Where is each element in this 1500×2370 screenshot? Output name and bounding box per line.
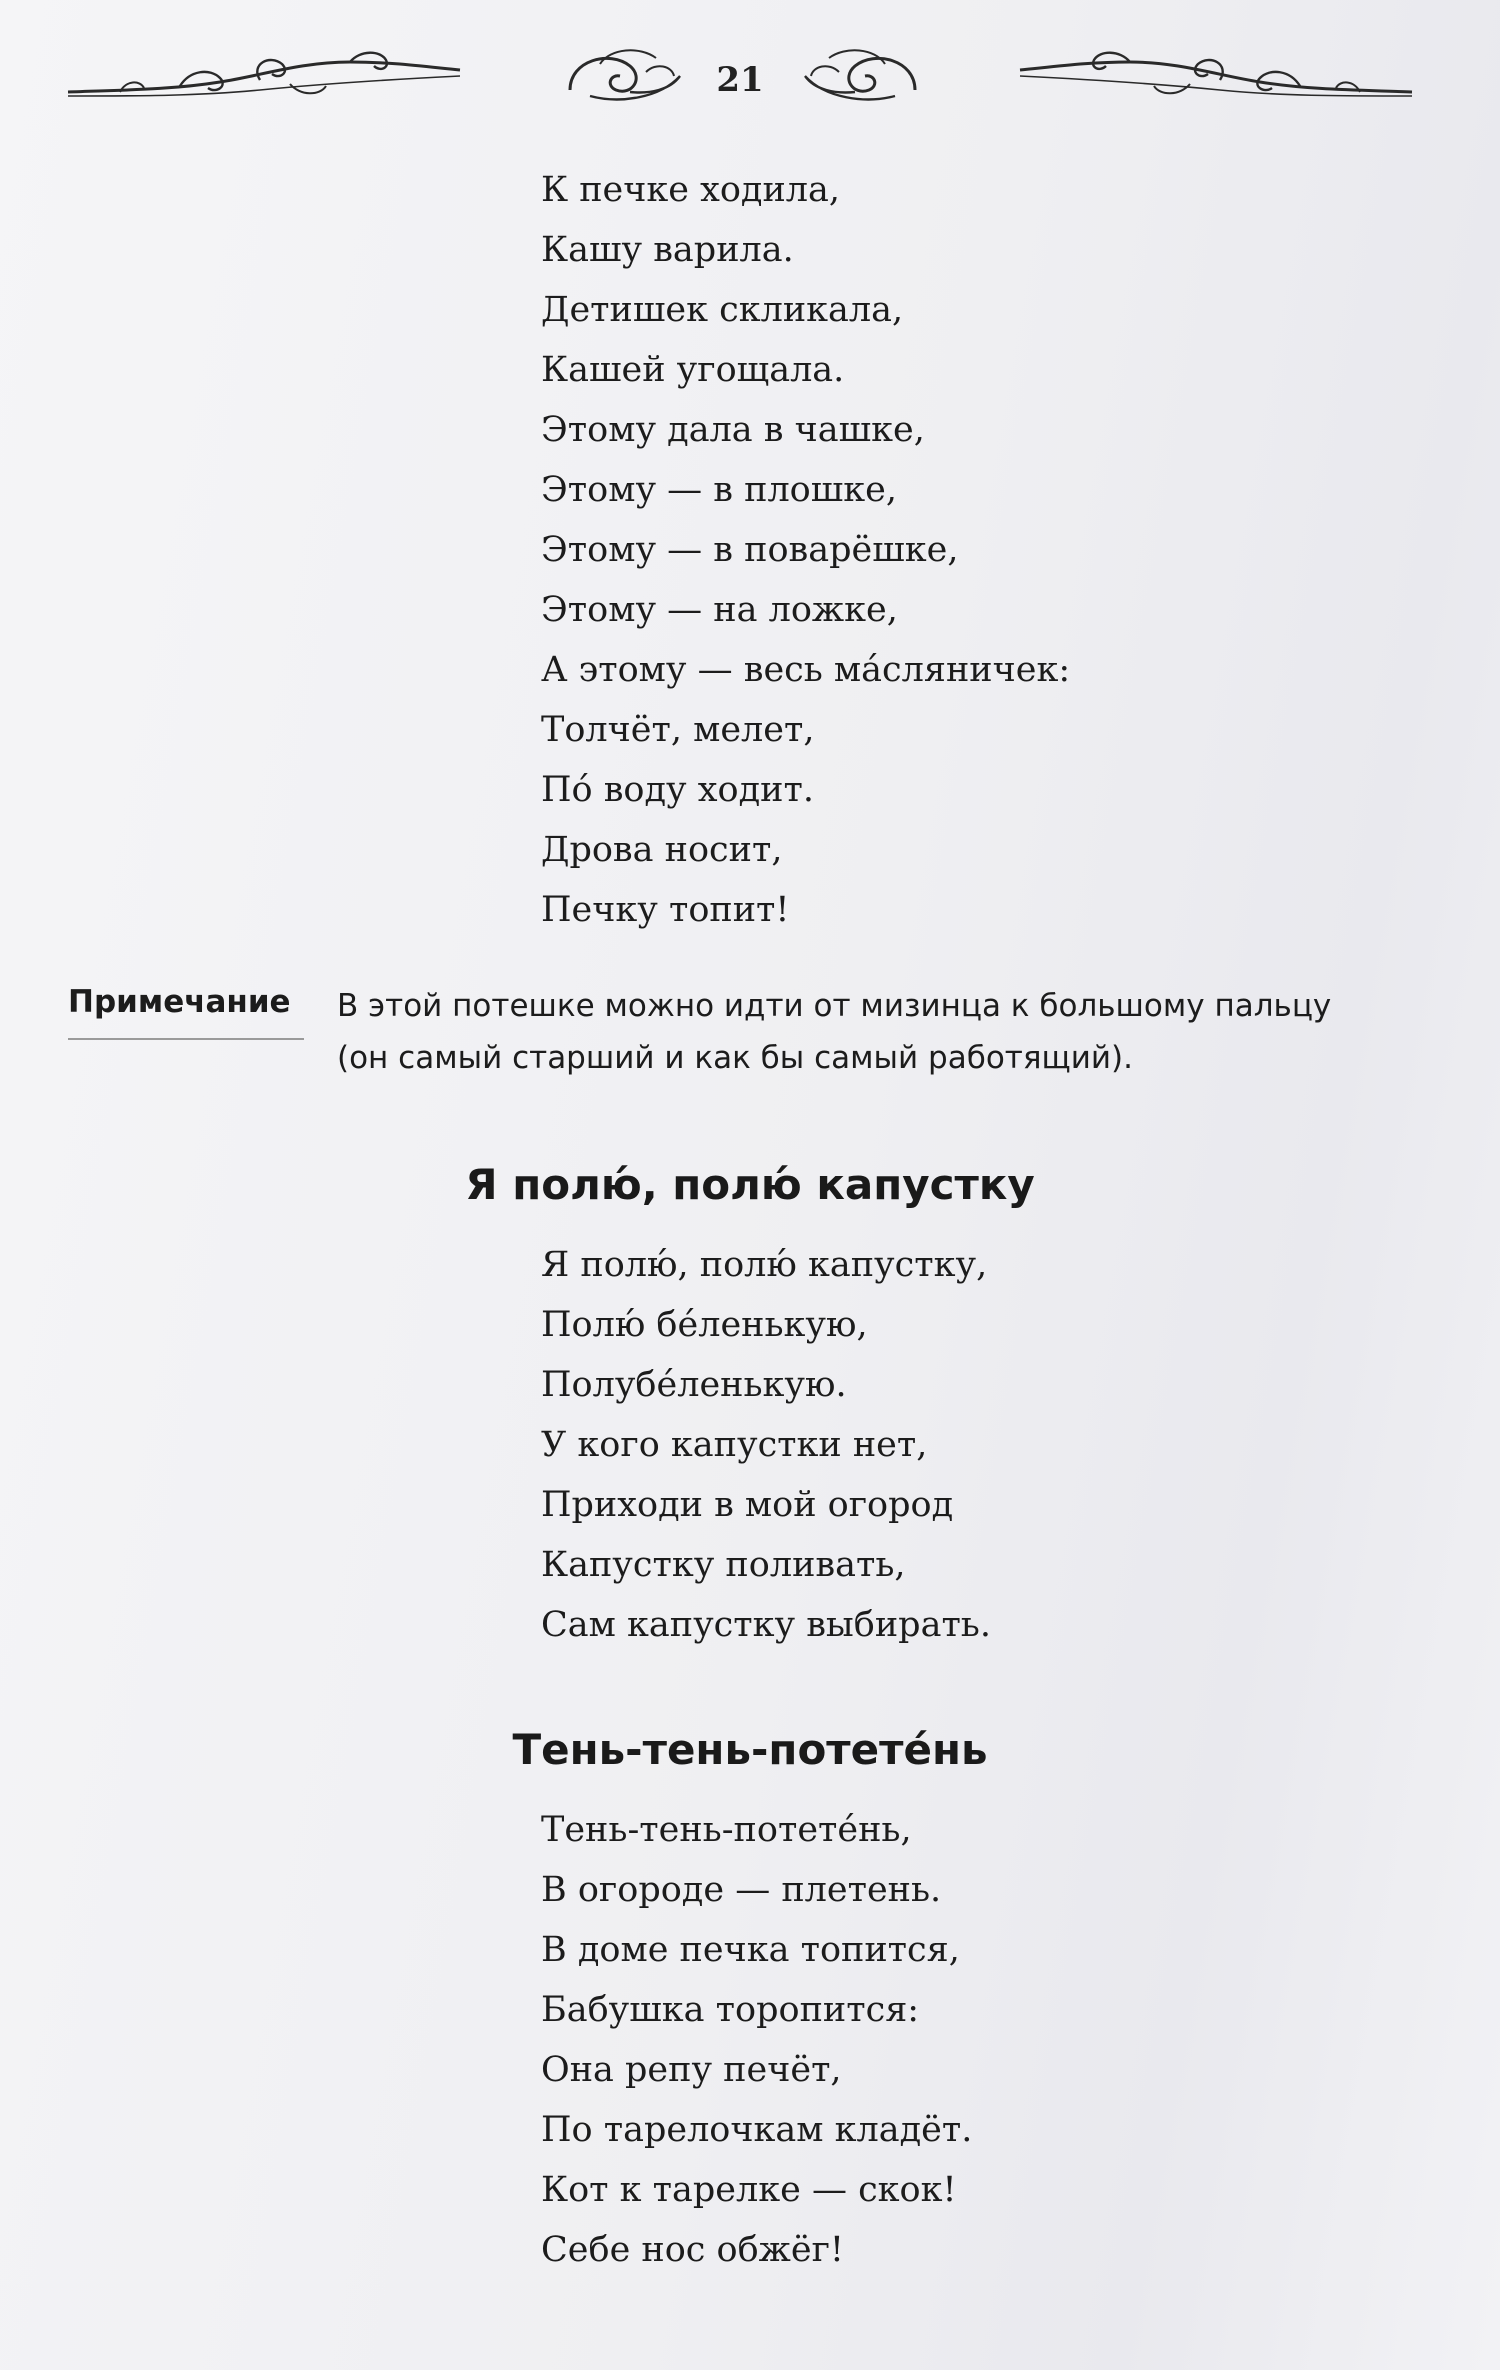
verse-line: Капустку поливать, [541,1545,906,1585]
verse-ten [541,1800,972,2280]
right-flourish-ornament [950,40,1420,110]
section-title-ten: Тень-тень-потете́нь [512,1725,988,1774]
verse-line: Сам капустку выбирать. [541,1605,991,1645]
verse-line: По тарелочкам кладёт. [541,2110,973,2150]
verse-line: Я полю́, полю́ капустку, [541,1245,988,1285]
verse-line: А этому — весь ма́сляничек: [541,650,1071,690]
note-text [337,980,1417,1084]
verse-line: Тень-тень-потете́нь, [541,1810,912,1850]
verse-line: Дрова носит, [541,830,783,870]
verse-line: Кашей угощала. [541,350,845,390]
verse-continuation [541,160,1070,940]
verse-line: По́ воду ходит. [541,770,814,810]
verse-line: Бабушка торопится: [541,1990,920,2030]
page-header [60,40,1420,130]
verse-capustka [541,1235,991,1655]
verse-line: Этому — в поварёшке, [541,530,959,570]
right-scroll-ornament [795,40,925,110]
verse-line: У кого капустки нет, [541,1425,928,1465]
verse-line: В доме печка топится, [541,1930,960,1970]
verse-line: Печку топит! [541,890,790,930]
note-label-underline [68,1038,304,1040]
verse-line: Этому — на ложке, [541,590,898,630]
verse-line: Приходи в мой огород [541,1485,954,1525]
verse-line: Кашу варила. [541,230,794,270]
section-title-capustka: Я полю́, полю́ капустку [465,1160,1035,1209]
verse-line: Она репу печёт, [541,2050,842,2090]
verse-line: В огороде — плетень. [541,1870,942,1910]
verse-line: Себе нос обжёг! [541,2230,844,2270]
verse-line: Полю́ бе́ленькую, [541,1305,868,1345]
verse-line: Толчёт, мелет, [541,710,815,750]
verse-line: Кот к тарелке — скок! [541,2170,957,2210]
verse-line: Детишек скликала, [541,290,904,330]
verse-line: Этому дала в чашке, [541,410,925,450]
verse-line: Полубе́ленькую. [541,1365,847,1405]
verse-line: К печке ходила, [541,170,841,210]
note-line: (он самый старший и как бы самый работящий). [337,1040,1133,1076]
note-line: В этой потешке можно идти от мизинца к большому пальцу [337,988,1332,1024]
verse-line: Этому — в плошке, [541,470,897,510]
note-label: Примечание [68,984,291,1020]
page-number: 21 [716,60,764,100]
